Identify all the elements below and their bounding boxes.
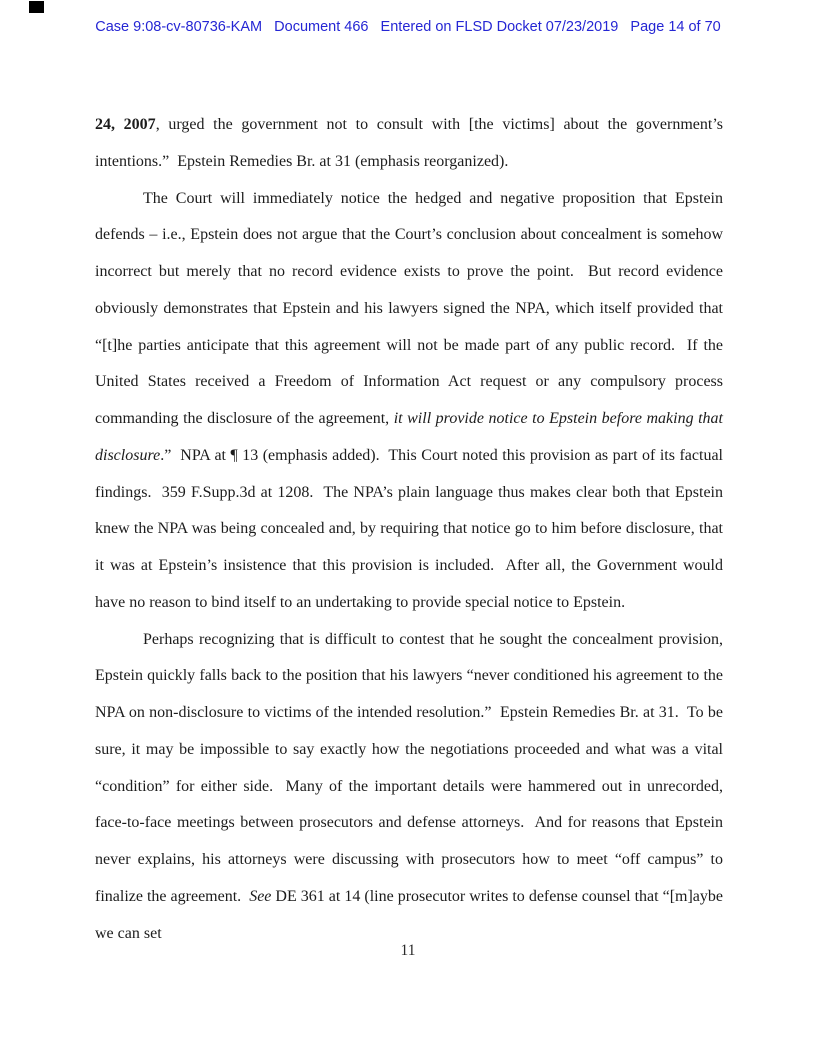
paragraph — [95, 622, 723, 953]
text-run: 24, 2007 — [95, 116, 156, 133]
scan-artifact — [29, 1, 44, 13]
ecf-header-stamp: Case 9:08-cv-80736-KAM Document 466 Entered on FLSD Docket 07/23/2019 Page 14 of 70 — [95, 19, 721, 35]
text-run: The Court will immediately notice the hedged and negative proposition that Epstein defends – i.e., Epstein does not argue that the Court’s conclusion about concealment is somehow incorrect but merely that no record evidence exists to prove the point. But record evidence obviously demonstrates that Epstein and his lawyers signed the NPA, which itself provided that “[t]he parties anticipate that this agreement will not be made part of any public record. If the United States received a Freedom of Information Act request or any compulsory process commanding the disclosure of the agreement, — [95, 189, 723, 427]
text-run: See — [249, 887, 272, 905]
document-body — [95, 107, 723, 952]
page-number: 11 — [400, 942, 416, 959]
text-run: Perhaps recognizing that is difficult to contest that he sought the concealment provision, Epstein quickly falls back to the position that his lawyers “never conditioned his agreement to the NPA on non-disclosure to victims of the intended resolution.” Epstein Remedies Br. at 31. To be sure, it may be impossible to say exactly how the negotiations proceeded and what was a vital “condition” for either side. Many of the important details were hammered out in unrecorded, face-to-face meetings between prosecutors and defense attorneys. And for reasons that Epstein never explains, his attorneys were discussing with prosecutors how to meet “off campus” to finalize the agreement. — [95, 630, 723, 905]
text-run: , urged the government not to consult with [the victims] about the government’s intentions.” Epstein Remedies Br. at 31 (emphasis reorganized). — [95, 116, 724, 170]
paragraph — [95, 181, 723, 622]
paragraph — [95, 107, 723, 181]
text-run: .” NPA at ¶ 13 (emphasis added). This Court noted this provision as part of its factual findings. 359 F.Supp.3d at 1208. The NPA’s plain language thus makes clear both that Epstein knew the NPA was being concealed and, by requiring that notice go to him before disclosure, that it was at Epstein’s insistence that this provision is included. After all, the Government would have no reason to bind itself to an undertaking to provide special notice to Epstein. — [95, 446, 723, 611]
text-run: it will provide notice to Epstein before making that disclosure — [95, 410, 723, 464]
text-run: DE 361 at 14 (line prosecutor writes to defense counsel that “[m]aybe we can set — [95, 887, 723, 942]
